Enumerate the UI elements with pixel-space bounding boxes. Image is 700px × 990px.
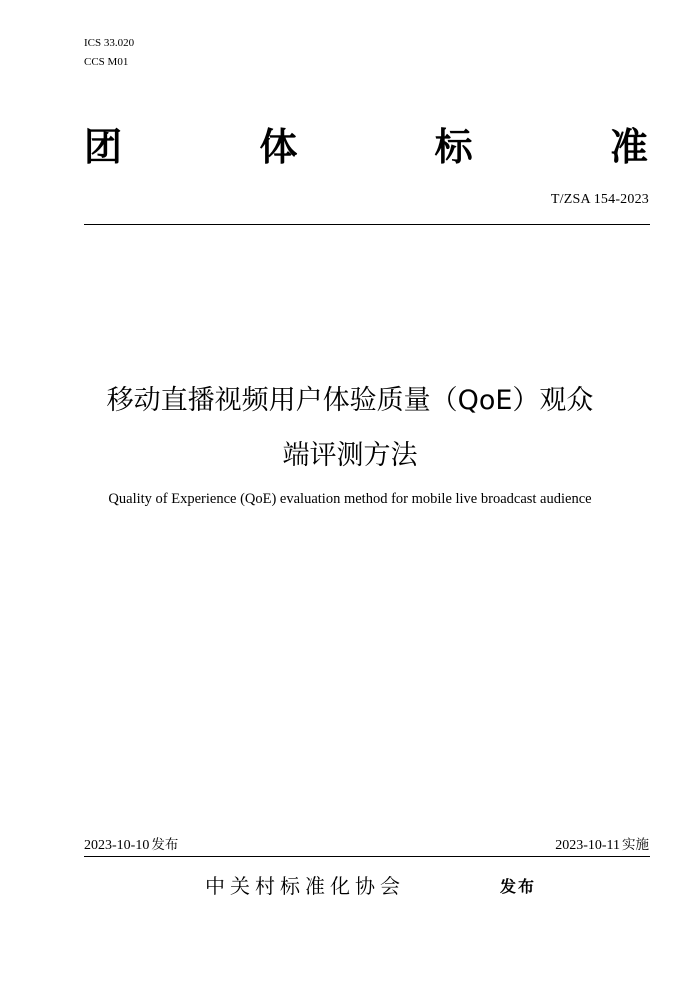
english-title: Quality of Experience (QoE) evaluation method for mobile live broadcast audience — [108, 491, 592, 507]
issue-label: 发布 — [500, 877, 537, 896]
standard-number: T/ZSA 154-2023 — [550, 192, 649, 207]
implementation-date-suffix: 实施 — [622, 837, 649, 853]
header-divider — [84, 224, 650, 225]
ccs-code: CCS M01 — [84, 56, 129, 68]
standard-type-heading — [84, 124, 648, 170]
chinese-title-line-1: 移动直播视频用户体验质量（QoE）观众 — [106, 385, 594, 416]
standard-type-char: 团 — [84, 125, 123, 169]
issuing-organization: 中关村标准化协会 — [205, 874, 405, 898]
issue-date-suffix: 发布 — [151, 837, 179, 853]
implementation-date-value: 2023-10-11 — [555, 838, 620, 853]
chinese-title-line-2: 端评测方法 — [282, 440, 418, 471]
standard-type-char: 体 — [259, 125, 298, 169]
issue-date-value: 2023-10-10 — [84, 838, 150, 853]
issue-date — [84, 836, 178, 855]
footer-divider — [84, 856, 650, 857]
standard-type-char: 标 — [434, 125, 473, 169]
implementation-date — [555, 836, 649, 855]
ics-code: ICS 33.020 — [84, 37, 135, 49]
standard-type-char: 准 — [609, 125, 648, 169]
